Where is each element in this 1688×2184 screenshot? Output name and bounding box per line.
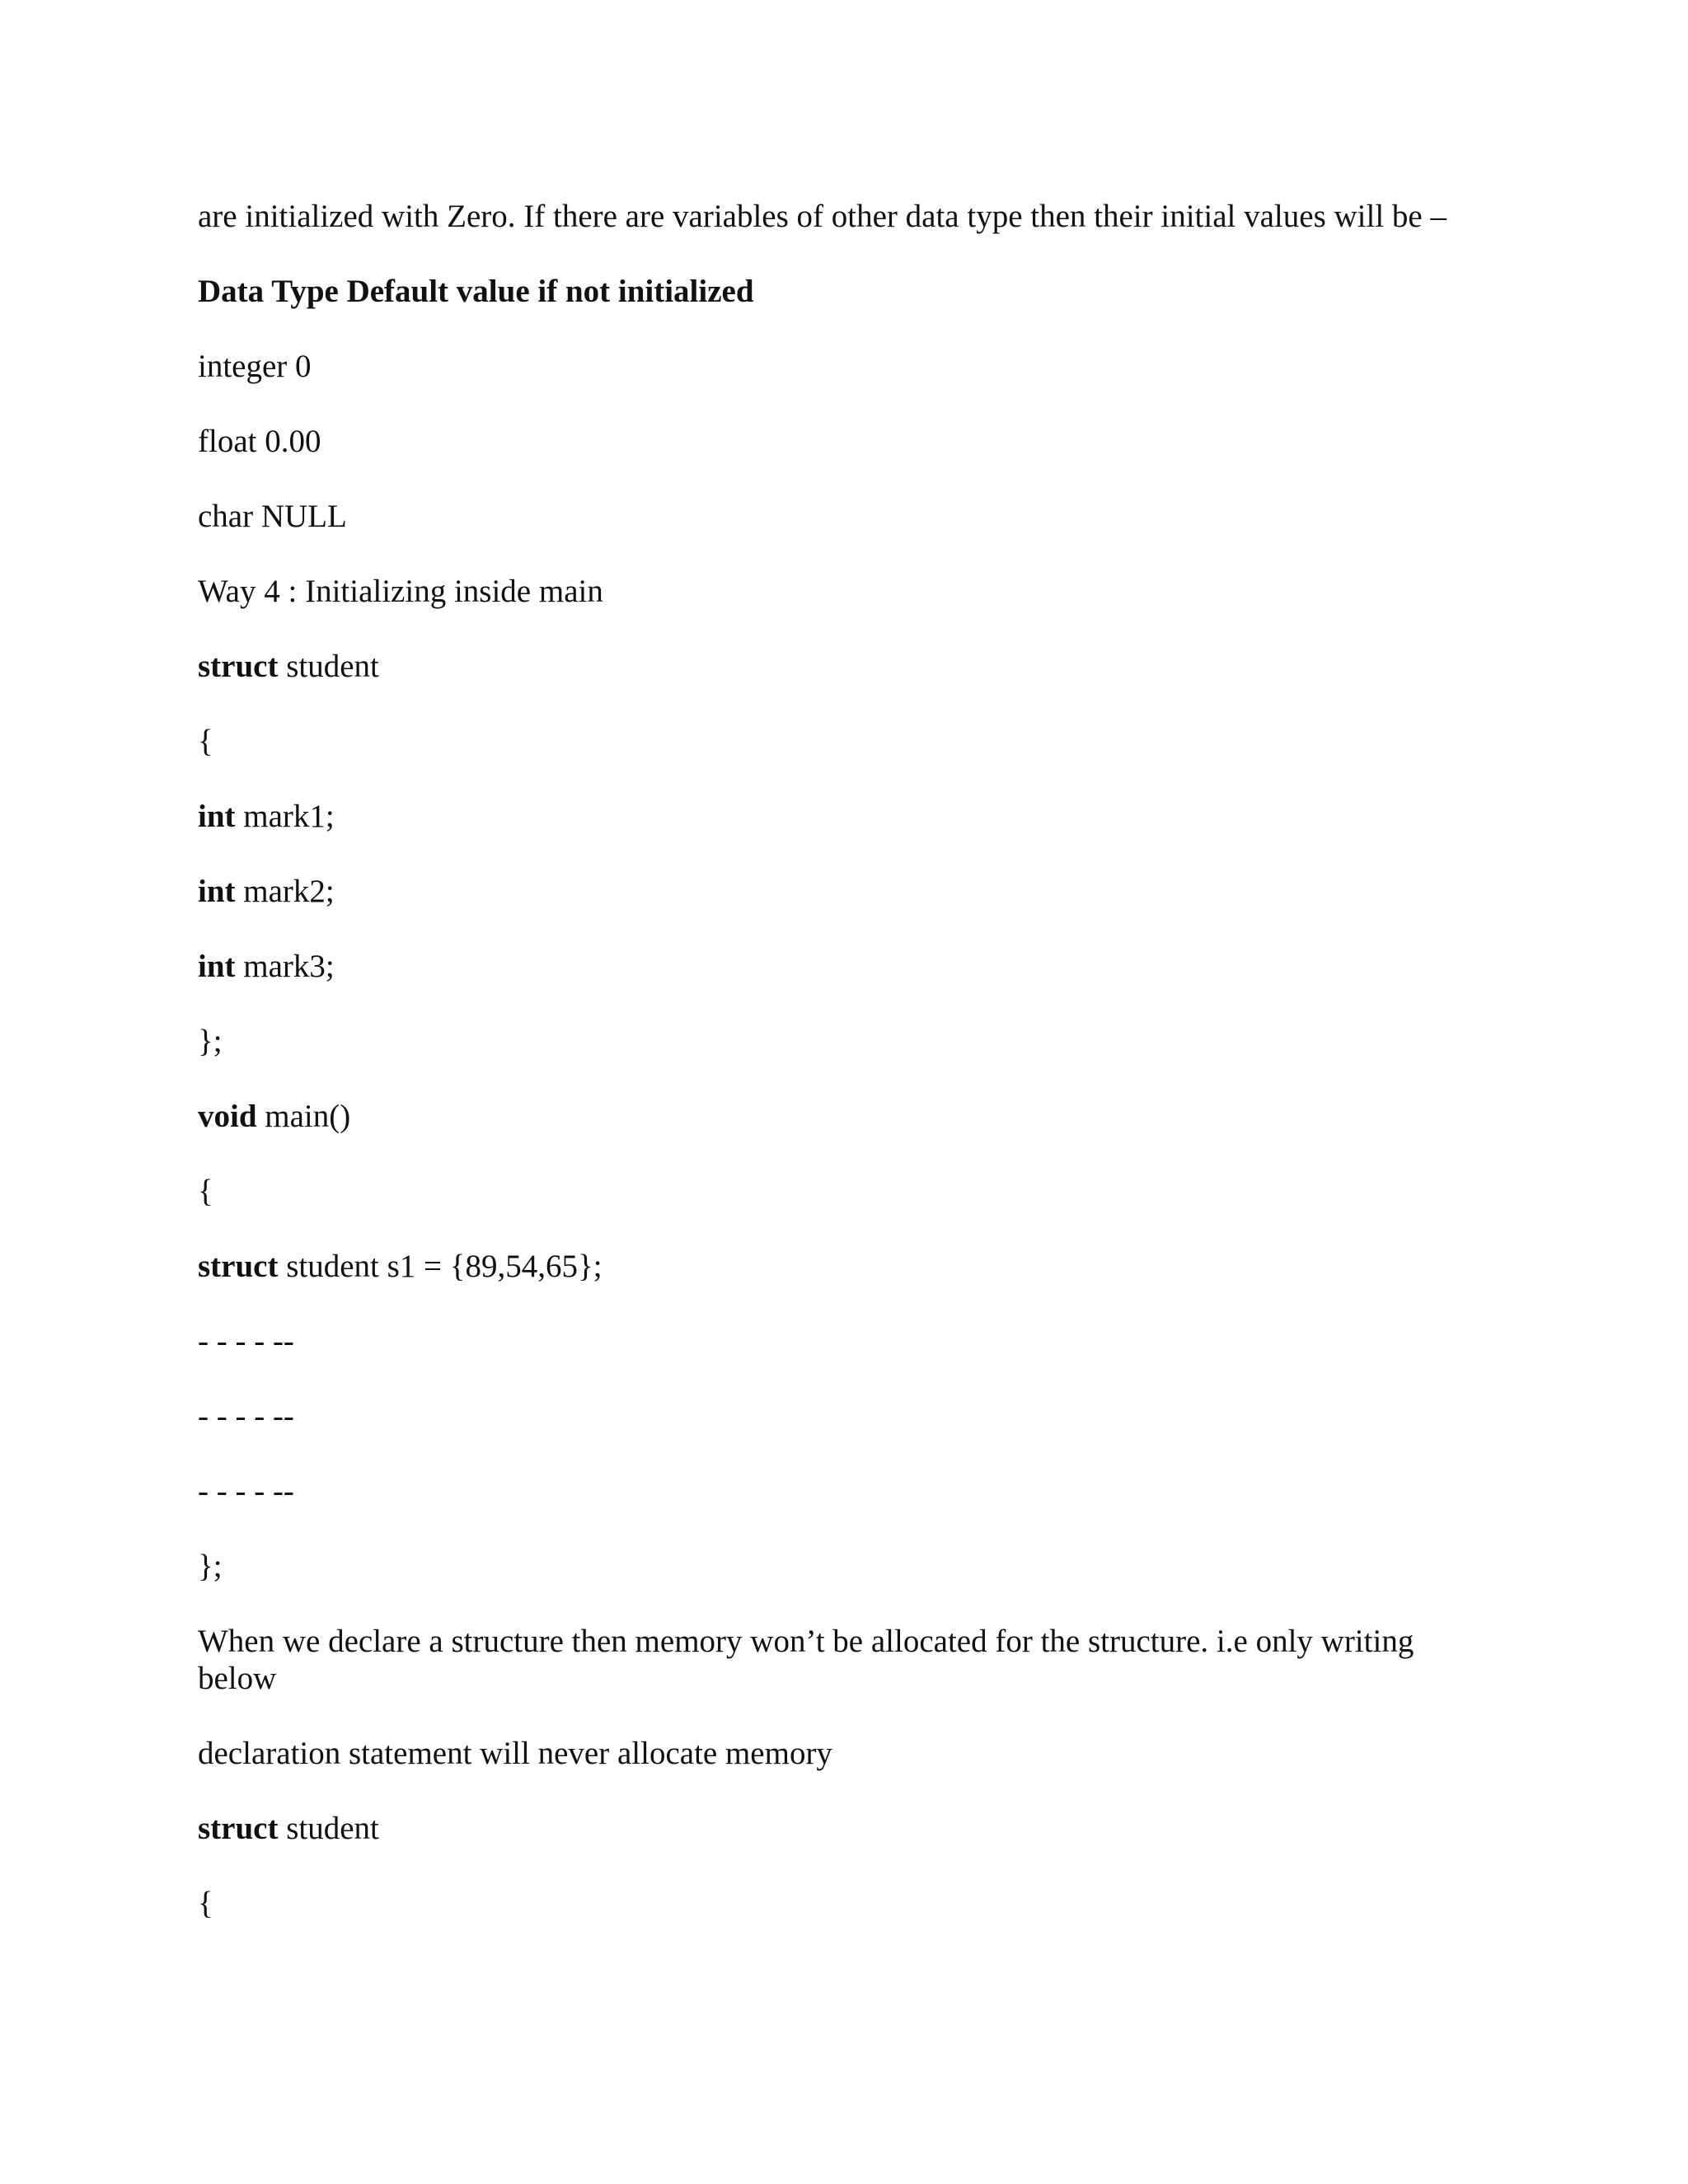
struct-keyword: struct: [198, 649, 279, 684]
main-open-brace: {: [198, 1174, 213, 1209]
int-keyword: int: [198, 799, 236, 834]
struct-open-brace-2: {: [198, 1886, 213, 1921]
struct-instance-initializer: student s1 = {89,54,65};: [278, 1249, 603, 1284]
int-keyword: int: [198, 874, 236, 909]
intro-paragraph: are initialized with Zero. If there are variables of other data type then their initial values will be –: [198, 199, 1447, 234]
field-mark1: mark1;: [235, 799, 335, 834]
struct-close-brace: };: [198, 1024, 223, 1059]
main-function-name: main(): [256, 1099, 351, 1134]
row-float: float 0.00: [198, 424, 321, 459]
table-heading: Data Type Default value if not initialized: [198, 274, 754, 309]
document-body: [198, 198, 1484, 1960]
row-integer: integer 0: [198, 349, 312, 384]
struct-keyword: struct: [198, 1811, 279, 1846]
struct-open-brace: {: [198, 724, 213, 759]
field-mark3: mark3;: [235, 949, 335, 984]
declaration-note-paragraph: declaration statement will never allocate memory: [198, 1736, 832, 1771]
row-char: char NULL: [198, 499, 347, 534]
field-line-mark1: [198, 798, 1484, 835]
placeholder-line: - - - - --: [198, 1474, 294, 1509]
int-keyword: int: [198, 949, 236, 984]
placeholder-line: - - - - --: [198, 1324, 294, 1359]
struct-declaration-line: [198, 648, 1484, 685]
main-close-brace: };: [198, 1549, 223, 1584]
field-line-mark2: [198, 873, 1484, 910]
void-keyword: void: [198, 1099, 257, 1134]
struct-instance-line: [198, 1248, 1484, 1285]
struct-keyword: struct: [198, 1249, 279, 1284]
field-line-mark3: [198, 948, 1484, 985]
memory-note-paragraph: When we declare a structure then memory won’t be allocated for the structure. i.e only writing below: [198, 1624, 1423, 1696]
way4-heading: Way 4 : Initializing inside main: [198, 574, 603, 609]
placeholder-line: - - - - --: [198, 1399, 294, 1434]
field-mark2: mark2;: [235, 874, 335, 909]
struct-declaration-line-2: [198, 1810, 1484, 1847]
main-signature-line: [198, 1098, 1484, 1135]
struct-name: student: [278, 1811, 379, 1846]
struct-name: student: [278, 649, 379, 684]
